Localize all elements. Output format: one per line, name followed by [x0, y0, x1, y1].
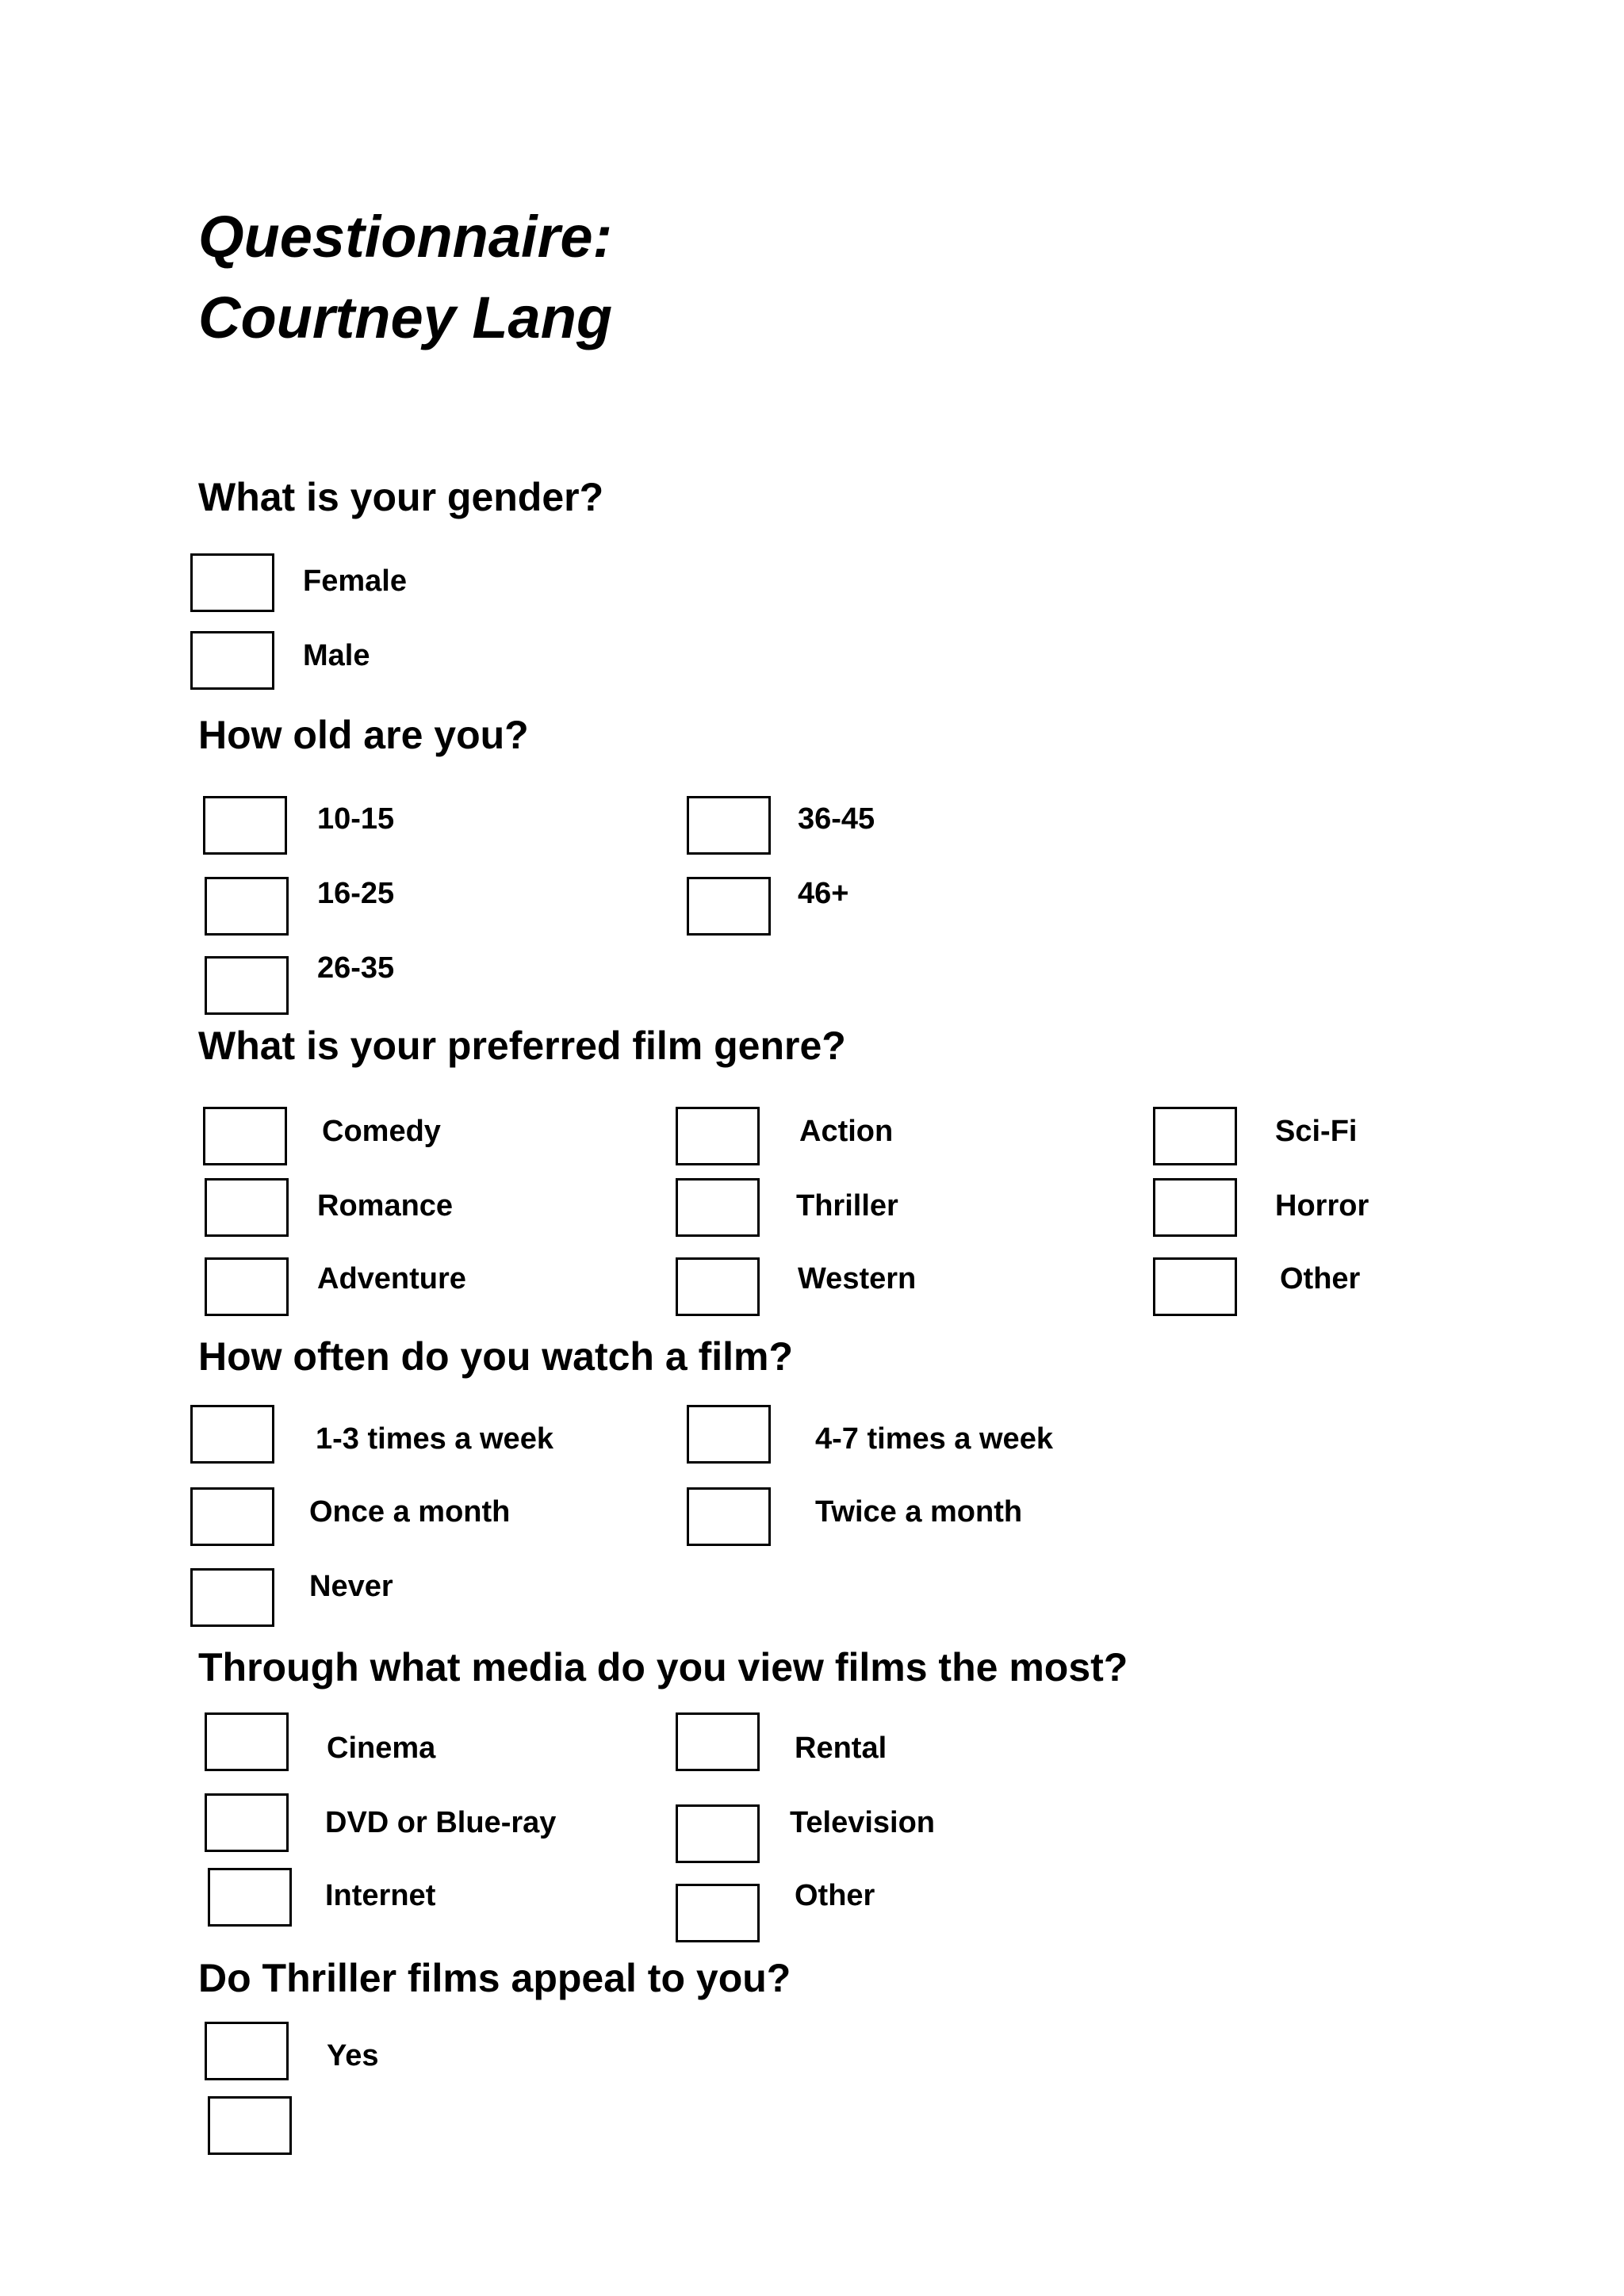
option-label-frequency-4-7-week: 4-7 times a week — [815, 1422, 1053, 1456]
option-label-frequency-never: Never — [309, 1570, 393, 1603]
option-label-female: Female — [303, 564, 407, 598]
checkbox-thriller-yes[interactable] — [205, 2022, 289, 2080]
checkbox-media-cinema[interactable] — [205, 1712, 289, 1771]
question-genre: What is your preferred film genre? — [198, 1024, 846, 1068]
question-age: How old are you? — [198, 713, 529, 757]
checkbox-genre-action[interactable] — [676, 1107, 760, 1165]
checkbox-male[interactable] — [190, 631, 274, 690]
checkbox-genre-comedy[interactable] — [203, 1107, 287, 1165]
option-label-genre-adventure: Adventure — [317, 1262, 466, 1295]
option-label-genre-romance: Romance — [317, 1189, 454, 1223]
option-label-media-television: Television — [790, 1806, 936, 1839]
checkbox-frequency-1-3-week[interactable] — [190, 1405, 274, 1464]
checkbox-genre-thriller[interactable] — [676, 1178, 760, 1237]
checkbox-media-other[interactable] — [676, 1884, 760, 1942]
checkbox-frequency-4-7-week[interactable] — [687, 1405, 771, 1464]
option-label-media-cinema: Cinema — [327, 1732, 436, 1765]
checkbox-age-16-25[interactable] — [205, 877, 289, 936]
option-label-male: Male — [303, 639, 370, 672]
checkbox-genre-adventure[interactable] — [205, 1257, 289, 1316]
question-gender: What is your gender? — [198, 475, 604, 519]
questionnaire-title: Questionnaire: — [198, 204, 613, 270]
checkbox-genre-other[interactable] — [1153, 1257, 1237, 1316]
option-label-frequency-twice-month: Twice a month — [815, 1495, 1023, 1529]
option-label-frequency-1-3-week: 1-3 times a week — [316, 1422, 553, 1456]
checkbox-genre-romance[interactable] — [205, 1178, 289, 1237]
question-frequency: How often do you watch a film? — [198, 1334, 793, 1379]
option-label-age-46-plus: 46+ — [798, 877, 849, 910]
option-label-age-16-25: 16-25 — [317, 877, 395, 910]
respondent-name: Courtney Lang — [198, 285, 613, 350]
checkbox-frequency-never[interactable] — [190, 1568, 274, 1627]
option-label-media-other: Other — [795, 1879, 875, 1912]
checkbox-age-36-45[interactable] — [687, 796, 771, 855]
option-label-media-rental: Rental — [795, 1732, 887, 1765]
option-label-thriller-yes: Yes — [327, 2039, 379, 2072]
option-label-age-26-35: 26-35 — [317, 951, 395, 985]
checkbox-female[interactable] — [190, 553, 274, 612]
question-thriller-appeal: Do Thriller films appeal to you? — [198, 1956, 791, 2000]
checkbox-media-internet[interactable] — [208, 1868, 292, 1927]
question-media: Through what media do you view films the most? — [198, 1645, 1128, 1689]
checkbox-frequency-once-month[interactable] — [190, 1487, 274, 1546]
option-label-genre-other: Other — [1280, 1262, 1361, 1295]
option-label-genre-sci-fi: Sci-Fi — [1275, 1115, 1358, 1148]
checkbox-age-46-plus[interactable] — [687, 877, 771, 936]
option-label-genre-western: Western — [798, 1262, 917, 1295]
option-label-media-dvd: DVD or Blue-ray — [325, 1806, 557, 1839]
option-label-genre-thriller: Thriller — [796, 1189, 898, 1223]
checkbox-media-dvd[interactable] — [205, 1793, 289, 1852]
option-label-genre-action: Action — [799, 1115, 894, 1148]
option-label-genre-horror: Horror — [1275, 1189, 1369, 1223]
option-label-age-10-15: 10-15 — [317, 802, 395, 836]
checkbox-thriller-no[interactable] — [208, 2096, 292, 2155]
option-label-frequency-once-month: Once a month — [309, 1495, 511, 1529]
option-label-media-internet: Internet — [325, 1879, 436, 1912]
checkbox-frequency-twice-month[interactable] — [687, 1487, 771, 1546]
option-label-age-36-45: 36-45 — [798, 802, 875, 836]
checkbox-media-rental[interactable] — [676, 1712, 760, 1771]
checkbox-age-10-15[interactable] — [203, 796, 287, 855]
checkbox-genre-sci-fi[interactable] — [1153, 1107, 1237, 1165]
checkbox-media-television[interactable] — [676, 1804, 760, 1863]
checkbox-genre-horror[interactable] — [1153, 1178, 1237, 1237]
checkbox-genre-western[interactable] — [676, 1257, 760, 1316]
checkbox-age-26-35[interactable] — [205, 956, 289, 1015]
option-label-genre-comedy: Comedy — [322, 1115, 441, 1148]
